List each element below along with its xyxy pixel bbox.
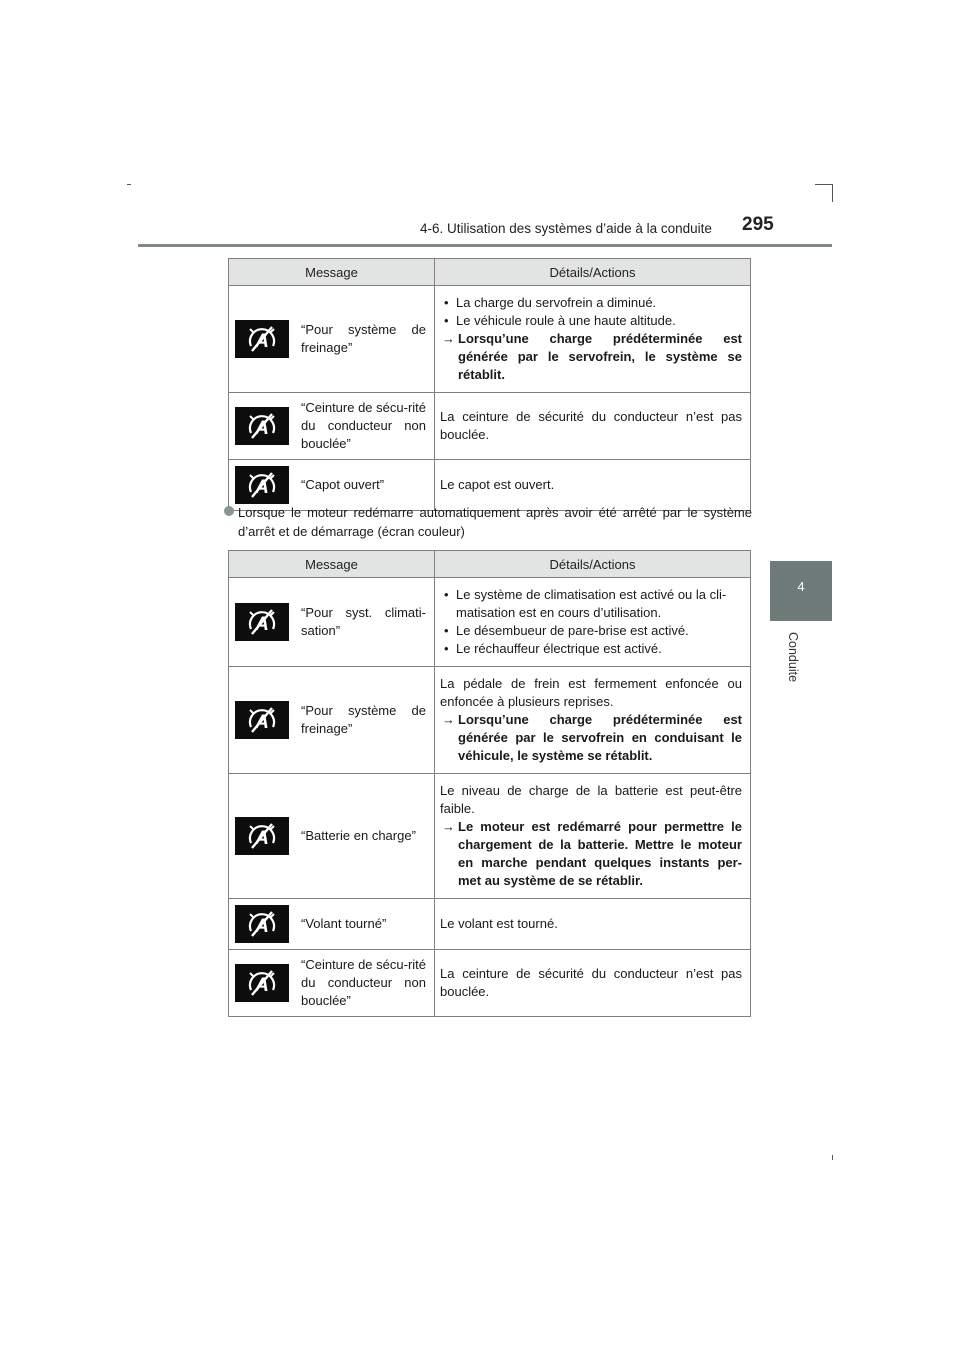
detail-bullet: • Le système de climatisation est activé ou la cli-matisation est en cours d’utilisation.: [440, 586, 742, 622]
details-cell: [435, 393, 751, 460]
detail-text: Le capot est ouvert.: [440, 477, 555, 492]
svg-text:A: A: [255, 975, 269, 996]
action-text: Lorsqu’une charge prédéterminée est générée par le servofrein en conduisant le véhicule, le système se rétablit.: [458, 712, 742, 763]
svg-text:A: A: [255, 828, 269, 849]
message-cell: [229, 667, 435, 774]
arrow-icon: →: [442, 819, 455, 834]
chapter-number: 4: [797, 579, 805, 594]
chapter-tab: [770, 561, 832, 621]
message-cell: [229, 774, 435, 899]
column-header-message: Message: [229, 551, 435, 578]
auto-stop-start-off-icon: [235, 603, 289, 641]
detail-text: La ceinture de sécurité du conducteur n’est pas bouclée.: [440, 966, 742, 999]
details-cell: [435, 667, 751, 774]
bullet-dot-icon: [224, 506, 234, 516]
message-text: “Batterie en charge”: [301, 828, 416, 843]
auto-stop-start-off-icon: [235, 320, 289, 358]
detail-bullet: • Le réchauffeur électrique est activé.: [440, 640, 742, 658]
crop-mark: [815, 184, 833, 185]
table-row: [229, 774, 751, 899]
crop-mark: [832, 1155, 833, 1160]
table-row: [229, 393, 751, 460]
message-cell: [229, 899, 435, 950]
auto-stop-start-off-icon: [235, 817, 289, 855]
details-cell: [435, 578, 751, 667]
auto-stop-start-off-icon: [235, 905, 289, 943]
svg-text:A: A: [255, 331, 269, 352]
action-note: [440, 330, 742, 384]
message-text: “Ceinture de sécu-rité du conducteur non bouclée”: [301, 400, 426, 451]
message-text: “Pour syst. climati-sation”: [301, 605, 426, 638]
table-row: [229, 286, 751, 393]
svg-text:A: A: [255, 614, 269, 635]
detail-text: Le volant est tourné.: [440, 916, 558, 931]
column-header-message: Message: [229, 259, 435, 286]
bullet-paragraph-text: Lorsque le moteur redémarre automatiquement après avoir été arrêté par le système d’arrêt et de démarrage (écran couleur): [238, 505, 752, 539]
message-cell: [229, 950, 435, 1017]
detail-text: La pédale de frein est fermement enfoncée ou enfoncée à plusieurs reprises.: [440, 676, 742, 709]
message-text: “Volant tourné”: [301, 916, 387, 931]
details-cell: [435, 774, 751, 899]
chapter-label: Conduite: [786, 632, 800, 683]
detail-text: Le niveau de charge de la batterie est peut-être faible.: [440, 783, 742, 816]
message-text: “Capot ouvert”: [301, 477, 385, 492]
auto-stop-start-off-icon: [235, 701, 289, 739]
action-text: Le moteur est redémarré pour permettre le chargement de la batterie. Mettre le moteur en marche pendant quelques instants per-met au système de se rétablir.: [458, 819, 742, 888]
message-cell: [229, 578, 435, 667]
bullet-paragraph: [224, 503, 752, 541]
message-text: “Pour système de freinage”: [301, 322, 426, 355]
auto-stop-start-off-icon: [235, 407, 289, 445]
message-cell: [229, 393, 435, 460]
arrow-icon: →: [442, 331, 455, 346]
details-cell: [435, 899, 751, 950]
message-cell: [229, 286, 435, 393]
auto-stop-start-off-icon: [235, 964, 289, 1002]
details-cell: [435, 950, 751, 1017]
detail-text: La ceinture de sécurité du conducteur n’est pas bouclée.: [440, 409, 742, 442]
section-title: 4-6. Utilisation des systèmes d’aide à la conduite: [420, 221, 712, 236]
column-header-details: Détails/Actions: [435, 551, 751, 578]
detail-bullet: • Le désembueur de pare-brise est activé.: [440, 622, 742, 640]
svg-text:A: A: [255, 418, 269, 439]
table-row: [229, 950, 751, 1017]
crop-mark: [127, 184, 131, 185]
auto-stop-start-off-icon: [235, 466, 289, 504]
page-number: 295: [742, 214, 774, 235]
table-row: [229, 578, 751, 667]
message-text: “Ceinture de sécu-rité du conducteur non bouclée”: [301, 957, 426, 1008]
message-table-1: [228, 258, 751, 511]
message-text: “Pour système de freinage”: [301, 703, 426, 736]
table-row: [229, 899, 751, 950]
table-row: [229, 667, 751, 774]
detail-bullet: • La charge du servofrein a diminué.: [440, 294, 742, 312]
detail-bullet: • Le véhicule roule à une haute altitude.: [440, 312, 742, 330]
action-text: Lorsqu’une charge prédéterminée est générée par le servofrein, le système se rétablit.: [458, 331, 742, 382]
action-note: [440, 818, 742, 890]
crop-mark: [832, 184, 833, 202]
details-cell: [435, 286, 751, 393]
arrow-icon: →: [442, 712, 455, 727]
svg-text:A: A: [255, 712, 269, 733]
svg-text:A: A: [255, 916, 269, 937]
header-rule: [138, 244, 832, 247]
action-note: [440, 711, 742, 765]
svg-text:A: A: [255, 477, 269, 498]
message-table-2: [228, 550, 751, 1017]
column-header-details: Détails/Actions: [435, 259, 751, 286]
